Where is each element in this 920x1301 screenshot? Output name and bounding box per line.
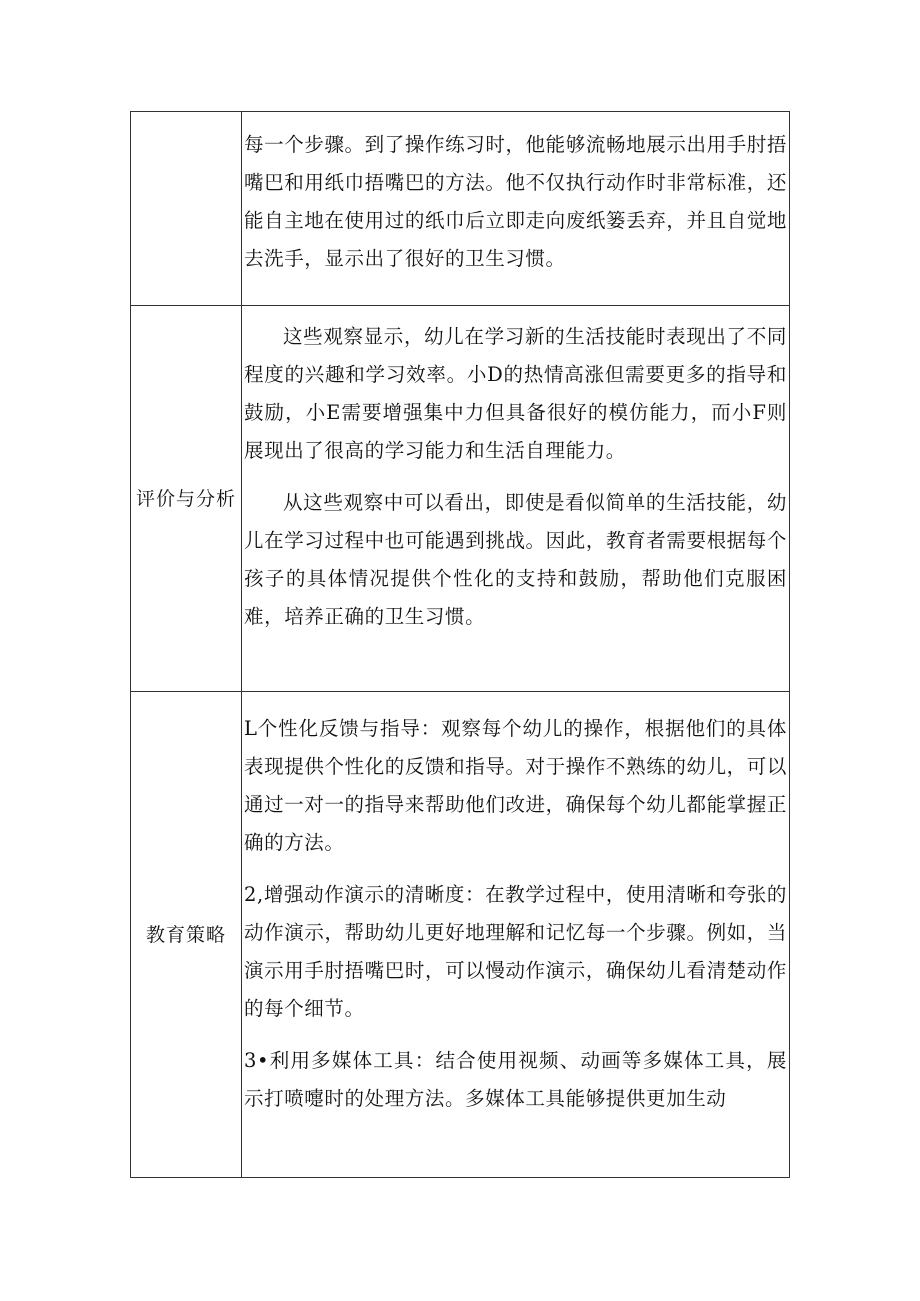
strategy-item-2: 2,增强动作演示的清晰度：在教学过程中，使用清晰和夸张的动作演示，帮助幼儿更好地理解和记忆每一个步骤。例如，当演示用手肘捂嘴巴时，可以慢动作演示，确保幼儿看清楚动作的每个细节。 [244, 883, 787, 1020]
row-content-continuation [242, 112, 790, 306]
row-content-evaluation [242, 306, 790, 692]
row-label-strategy: 教育策略 [131, 692, 242, 1178]
table-row-evaluation [131, 306, 790, 692]
strategy-item-3: 3•利用多媒体工具：结合使用视频、动画等多媒体工具，展示打喷嚏时的处理方法。多媒体工具能够提供更加生动 [244, 1049, 787, 1110]
evaluation-paragraph-2: 从这些观察中可以看出，即使是看似简单的生活技能，幼儿在学习过程中也可能遇到挑战。因此，教育者需要根据每个孩子的具体情况提供个性化的支持和鼓励，帮助他们克服困难，培养正确的卫生习惯。 [244, 491, 787, 628]
continuation-paragraph: 每一个步骤。到了操作练习时，他能够流畅地展示出用手肘捂嘴巴和用纸巾捂嘴巴的方法。他不仅执行动作时非常标准，还能自主地在使用过的纸巾后立即走向废纸篓丢弃，并且自觉地去洗手，显示出了很好的卫生习惯。 [244, 133, 787, 270]
table-row-continuation [131, 112, 790, 306]
row-label-evaluation: 评价与分析 [131, 306, 242, 692]
row-content-strategy [242, 692, 790, 1178]
row-label-empty [131, 112, 242, 306]
evaluation-paragraph-1: 这些观察显示，幼儿在学习新的生活技能时表现出了不同程度的兴趣和学习效率。小D的热情高涨但需要更多的指导和鼓励，小E需要增强集中力但具备很好的模仿能力，而小F则展现出了很高的学习能力和生活自理能力。 [244, 325, 787, 462]
table-row-strategy [131, 692, 790, 1178]
document-table [130, 111, 790, 1178]
strategy-item-1: L个性化反馈与指导：观察每个幼儿的操作，根据他们的具体表现提供个性化的反馈和指导。对于操作不熟练的幼儿，可以通过一对一的指导来帮助他们改进，确保每个幼儿都能掌握正确的方法。 [244, 717, 787, 854]
